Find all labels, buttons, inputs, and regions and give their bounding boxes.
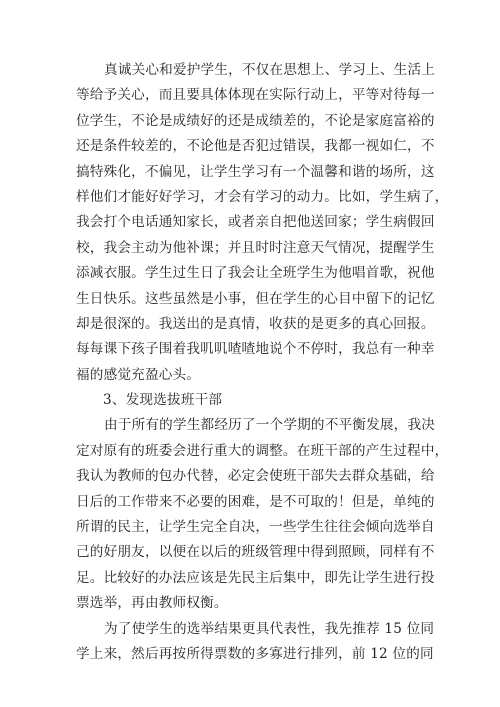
- text-line: 搞特殊化，不偏见，让学生学习有一个温馨和谐的场所，这: [76, 163, 435, 180]
- text-line: 每每课下孩子围着我叽叽喳喳地说个不停时，我总有一种幸: [76, 341, 435, 358]
- text-line: 却是很深的。我送出的是真情，收获的是更多的真心回报。: [76, 315, 435, 332]
- text-line: 日后的工作带来不必要的困难，是不可取的！但是，单纯的: [76, 493, 435, 510]
- text-line: 足。比较好的办法应该是先民主后集中，即先让学生进行投: [76, 569, 435, 586]
- text-line: 我会打个电话通知家长，或者亲自把他送回家；学生病假回: [76, 214, 435, 231]
- body-text: [76, 58, 449, 667]
- text-line: 添减衣服。学生过生日了我会让全班学生为他唱首歌，祝他: [76, 265, 435, 282]
- text-line: 由于所有的学生都经历了一个学期的不平衡发展，我决: [104, 417, 436, 434]
- text-line: 位学生，不论是成绩好的还是成绩差的，不论是家庭富裕的: [76, 112, 435, 129]
- text-line: 福的感觉充盈心头。: [76, 366, 201, 383]
- text-line: 票选举，再由教师权衡。: [76, 595, 228, 612]
- text-line: 校，我会主动为他补课；并且时时注意天气情况，提醒学生: [76, 239, 435, 256]
- text-line: 所谓的民主，让学生完全自决，一些学生往往会倾向选举自: [76, 519, 435, 536]
- text-line: 还是条件较差的，不论他是否犯过错误，我都一视如仁，不: [76, 138, 435, 155]
- text-line: 生日快乐。这些虽然是小事，但在学生的心目中留下的记忆: [76, 290, 435, 307]
- text-line: 为了使学生的选举结果更具代表性，我先推荐 15 位同: [104, 620, 435, 637]
- text-line: 真诚关心和爱护学生，不仅在思想上、学习上、生活上: [104, 62, 436, 78]
- text-line: 样他们才能好好学习，才会有学习的动力。比如，学生病了，: [76, 188, 449, 205]
- text-line: 我认为教师的包办代替，必定会使班干部失去群众基础，给: [76, 468, 435, 485]
- text-line: 学上来，然后再按所得票数的多寡进行排列，前 12 位的同: [76, 645, 434, 662]
- section-heading: 3、发现选拔班干部: [103, 392, 223, 409]
- text-line: 己的好朋友，以便在以后的班级管理中得到照顾，同样有不: [76, 544, 435, 561]
- text-line: 等给予关心，而且要具体体现在实际行动上，平等对待每一: [76, 87, 435, 104]
- text-line: 定对原有的班委会进行重大的调整。在班干部的产生过程中，: [76, 442, 449, 459]
